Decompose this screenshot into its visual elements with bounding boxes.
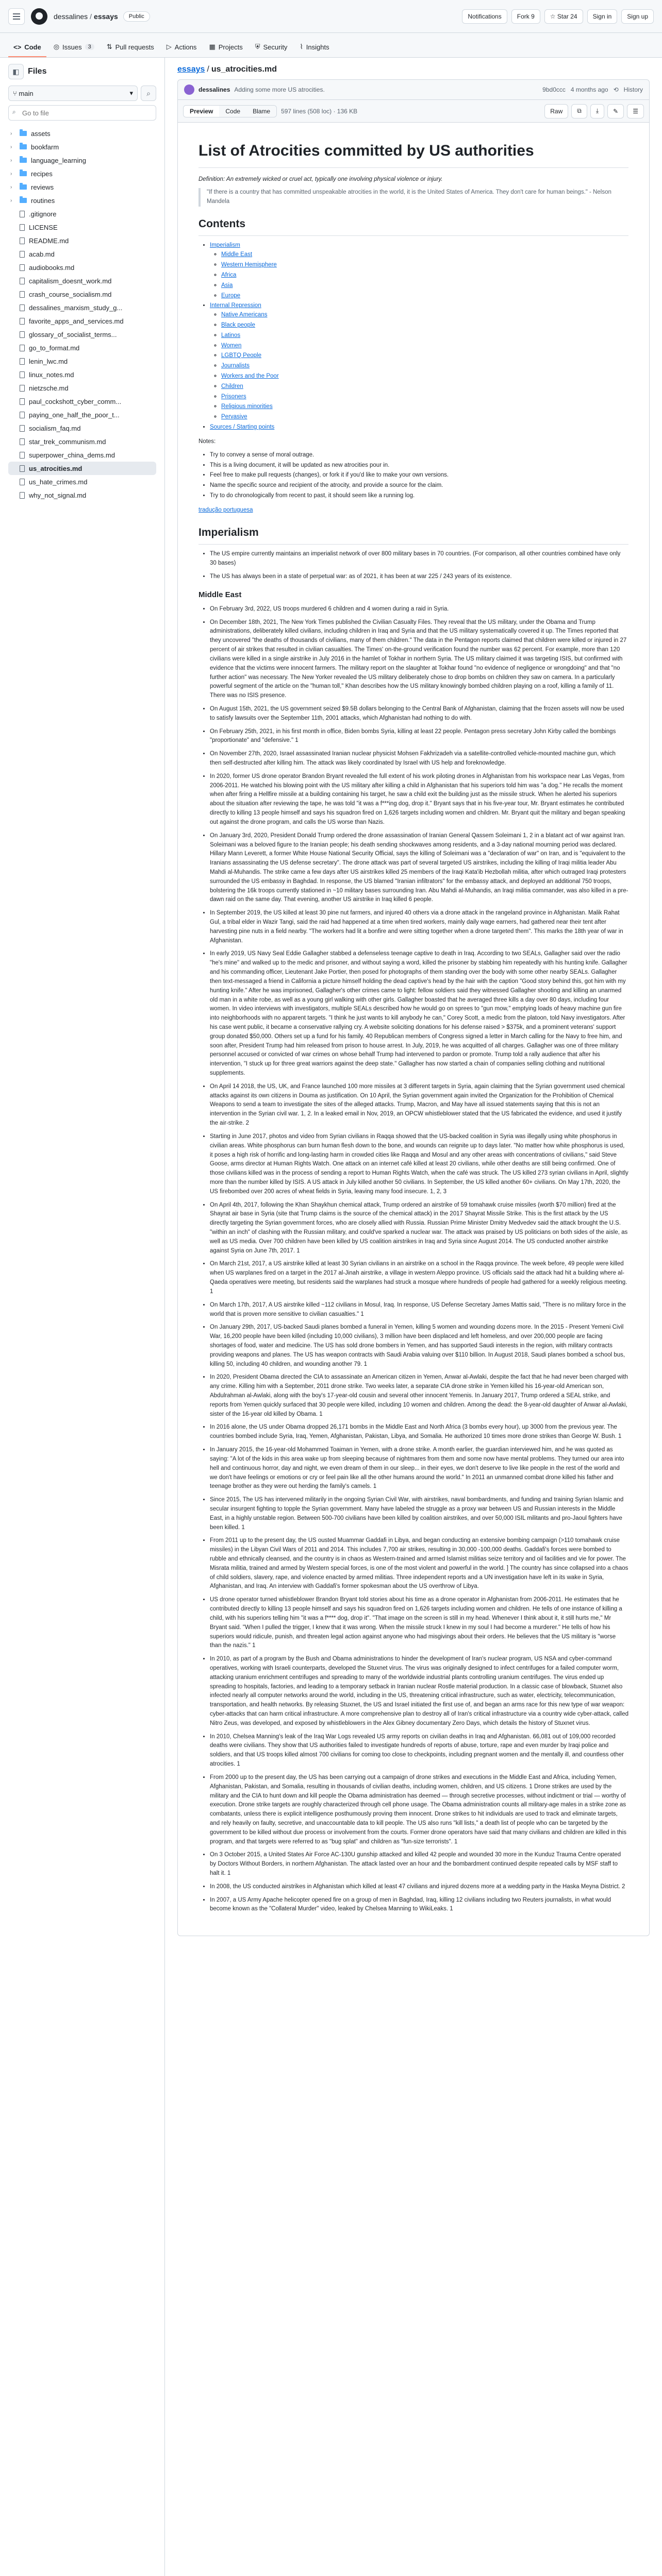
file-tree-item-label: go_to_format.md [29, 344, 80, 352]
toc-link[interactable]: Children [221, 383, 243, 389]
shield-icon: ⛨ [255, 43, 260, 50]
file-icon [20, 318, 25, 325]
file-icon [20, 251, 25, 258]
list-item: • Feel free to make pull requests (changes), or fork it if you'd like to make your own versions. [210, 471, 628, 480]
notifications-button[interactable]: Notifications [462, 9, 507, 24]
sidebar-title: Files [28, 67, 47, 76]
blame-button[interactable]: Blame [246, 106, 276, 117]
toc-subitem [221, 331, 628, 341]
code-icon: <> [13, 43, 22, 51]
file-tree-item-label: why_not_signal.md [29, 491, 87, 499]
file-tree-item[interactable] [8, 180, 156, 194]
commit-author[interactable]: dessalines [198, 86, 230, 93]
file-icon [20, 224, 25, 231]
main-content [165, 58, 662, 2576]
file-tree-item-label: favorite_apps_and_services.md [29, 317, 124, 325]
file-tree-item-label: glossary_of_socialist_terms... [29, 330, 117, 338]
file-tree-item[interactable] [8, 314, 156, 328]
contents-heading: Contents [198, 216, 628, 236]
chevron-right-icon: › [10, 157, 12, 163]
list-item: • On April 4th, 2017, following the Khan Shaykhun chemical attack, Trump ordered an airstrike of 59 tomahawk cruise missiles (worth $70 million) fired at the Shayrat air base in Syria (site that Trump claims is the source of the chemical attack) in the 2017 Shayrat Missile Strike. This is the first attack by the US directly targeting the Syrian government forces, who are closely allied with Russia. Russian Prime Minister Dmitry Medvedev said the attack brought the U.S. "within an inch" of clashing with the Russian military, and could've sparked a nuclear war. The attack was praised by US politicians on both sides of the aisle, as well as US media. Over 700 children have been killed by US coalition airstrikes in Iraq and Syria since August 2014. The US conducted another airstrike against Syria on June 7th, 2017. 1 [210, 1201, 628, 1256]
star-icon: ☆ [550, 12, 556, 20]
file-breadcrumb [177, 65, 650, 74]
history-link[interactable]: History [623, 86, 643, 93]
file-tree-item[interactable] [8, 368, 156, 381]
file-tree-item[interactable] [8, 207, 156, 221]
file-icon [20, 211, 25, 217]
toc-link[interactable]: Black people [221, 321, 255, 328]
file-tree-item-label: nietzsche.md [29, 384, 69, 392]
toc-subitem [221, 402, 628, 412]
table-of-contents [198, 241, 628, 432]
tab-count: 3 [85, 44, 94, 50]
file-search [8, 105, 156, 127]
tab-pull-requests[interactable] [102, 43, 159, 57]
toc-link[interactable]: Prisoners [221, 393, 246, 400]
folder-icon [20, 144, 27, 149]
toc-subitem [221, 413, 628, 422]
star-button[interactable] [544, 9, 583, 24]
file-tree-item-label: acab.md [29, 250, 55, 258]
file-tree-item-label: superpower_china_dems.md [29, 451, 115, 459]
file-icon [20, 291, 25, 298]
list-item: • Try to convey a sense of moral outrage. [210, 451, 628, 460]
file-icon [20, 492, 25, 499]
list-item: • On August 15th, 2021, the US government seized $9.5B dollars belonging to the Central Bank of Afghanistan, claiming that the frozen assets will now be used to satisfy lawsuits over the September 11th, 2001 attacks, which Afghanistan had nothing to do with. [210, 705, 628, 723]
repo-nav [0, 33, 662, 58]
file-tree-item[interactable] [8, 167, 156, 180]
toc-link[interactable]: Women [221, 342, 242, 349]
file-tree-item[interactable] [8, 475, 156, 488]
file-tree-item-label: LICENSE [29, 223, 58, 231]
file-tree-sidebar [0, 58, 165, 2576]
file-icon [20, 479, 25, 485]
edit-icon[interactable]: ✎ [607, 104, 624, 118]
fork-label: Fork [517, 12, 529, 20]
toc-item [210, 301, 628, 422]
file-tree-item-label: capitalism_doesnt_work.md [29, 277, 112, 285]
file-tree-item-label: lenin_lwc.md [29, 357, 68, 365]
tab-label: Code [24, 43, 41, 51]
outline-icon[interactable]: ☰ [627, 104, 644, 118]
toc-subitem [221, 292, 628, 301]
file-tree-item-label: crash_course_socialism.md [29, 290, 112, 298]
folder-icon [20, 184, 27, 190]
toc-subitem [221, 362, 628, 371]
chevron-right-icon: › [10, 130, 12, 137]
list-item: • On December 18th, 2021, The New York Times published the Civilian Casualty Files. They reveal that the US military, under the Obama and Trump administrations, deliberately killed civilians, including children in Iraq and Syria and that the US military systematically covered it up. The Times reported that they uncovered "the deaths of thousands of civilians, many of them children." The data in the Pentagon reports claimed that children were killed or injured in 27 percent of air strikes that resulted in civilian casualties. The Times' on-the-ground verification found the number was 62 percent. For example, more than 120 civilians were killed in a single airstrike in July 2016 in the hamlet of Tokhar in northern Syria. The US military claimed it was targeting ISIS, but confirmed with evidence that the victims were innocent farmers. The military report on the slaughter at Tokhar found "no evidence of negligence or wrongdoing" and that "no further action" was necessary. The New Yorker revealed the US military deliberately chose to drop bombs on children they saw on camera. In a particularly powerful segment of the article on the "human toll," Khan describes how the US military knowingly bombed children playing on a roof, killing a family of 11. There was no ISIS presence. [210, 618, 628, 701]
file-icon [20, 238, 25, 244]
file-icon [20, 398, 25, 405]
play-icon: ▷ [166, 43, 172, 50]
toc-link[interactable]: Latinos [221, 332, 241, 338]
commit-hash[interactable]: 9bd0ccc [542, 86, 566, 93]
file-tree-item-label: dessalines_marxism_study_g... [29, 303, 123, 312]
tab-projects[interactable] [204, 43, 247, 57]
file-tree-item[interactable] [8, 462, 156, 475]
file-tree-item[interactable] [8, 435, 156, 448]
file-info: 597 lines (508 loc) · 136 KB [281, 107, 358, 115]
repo-link[interactable] [94, 12, 118, 21]
owner-link[interactable]: dessalines [54, 12, 88, 21]
toc-link[interactable]: Imperialism [210, 242, 240, 249]
toc-subitem [221, 250, 628, 260]
imperialism-list [198, 550, 628, 581]
file-tree-item-label: reviews [31, 183, 54, 191]
file-tree-item[interactable] [8, 221, 156, 234]
list-item: • US drone operator turned whistleblower Brandon Bryant told stories about his time as a drone operator in Afghanistan from 2006-2011. He estimates that he contributed directly to killing 13 people himself and says his squadron fired on 1,626 targets including women and children. He tells of one instance of killing a child, with his superiors telling him "it was a f**** dog, drop it". "That image on the screen is still in my head. Whenever I think about it, it still hurts me," Mr Bryant said. "When I pulled the trigger, I knew that it was wrong. When the missile struck I knew in my soul I had become a murderer." He tells of how his superiors would ridicule, punish, and threaten legal action against anyone who had misgivings about their orders. He believes that the US military is "worse than the nazis." 1 [210, 1596, 628, 1651]
list-item: • This is a living document, it will be updated as new atrocities pour in. [210, 461, 628, 470]
file-icon [20, 278, 25, 284]
file-tree-item[interactable] [8, 127, 156, 140]
fork-count: 9 [531, 12, 535, 20]
tab-label: Pull requests [115, 43, 154, 51]
file-tree-item-label: star_trek_communism.md [29, 437, 106, 446]
list-item: • In January 2015, the 16-year-old Mohammed Toaiman in Yemen, with a drone strike. A month earlier, the guardian interviewed him, and he was quoted as saying: "A lot of the kids in this area wake up from sleeping because of nightmares from them and some now have mental problems. They turned our area into hell and continuous horror, day and night, we even dream of them in our sleep... in their eyes, we don't deserve to live like people in the rest of the world and we don't have feelings or emotions or cry or feel pain like all the other humans around the world." In 2011 an unmanned combat drone killed his father and teenage brother as they were out herding the family's camels. 1 [210, 1446, 628, 1492]
chevron-right-icon: › [10, 197, 12, 204]
branch-selector[interactable] [8, 86, 138, 101]
file-icon [20, 425, 25, 432]
file-tree-item[interactable] [8, 247, 156, 261]
file-tree-item-label: recipes [31, 170, 53, 178]
list-item: • On January 3rd, 2020, President Donald Trump ordered the drone assassination of Iranian General Qassem Soleimani 1, 2 in a blatant act of war against Iran. Soleimani was a beloved figure to the Iranian people; his death sending shockwaves among residents, and a 3-day national mourning period was declared. Hillary Mann Leverett, a former White House National Security Official, says the killing of Soleimani was a "declaration of war" on Iran, and is "equivalent to the Iranians assassinating the US defense secretary". The drone attack was part of several targeted US airstrikes, including the killing of Iraqi militia leader Abu Mahdi al-Muhandis. The strike came a few days after US airstrikes killed 25 members of the Iraqi Kata'ib Hezbollah militia, after which outraged Iraqi protesters surrounded the US embassy in Baghdad. In response, the US blamed "Iranian infiltrators" for the embassy attack, and deployed an additional 750 troops, bolstering the 16k troops currently stationed in ~10 military bases surrounding Iran. Abu Mahdi al-Muhandis, an Iraqi militia commander, was also killed in a pre-dawn raid on the same day. That evening, another US airstrike in Iraq killed 6 people. [210, 832, 628, 905]
file-tree-item-label: audiobooks.md [29, 263, 75, 272]
toc-link[interactable]: Religious minorities [221, 403, 273, 410]
file-icon [20, 331, 25, 338]
middle-east-list [198, 605, 628, 1914]
tab-actions[interactable] [161, 43, 202, 57]
breadcrumb-separator: / [90, 12, 92, 21]
toc-link[interactable]: Africa [221, 272, 237, 278]
toc-subitem [221, 351, 628, 361]
avatar[interactable] [184, 84, 194, 95]
file-tree-item-label: paying_one_half_the_poor_t... [29, 411, 120, 419]
list-item: • On April 14 2018, the US, UK, and France launched 100 more missiles at 3 different targets in Syria, again claiming that the Syrian government used chemical attacks against its own citizens in Douma as justification. On 10 April, the Syrian government again invited the Organization for the Prohibition of Chemical Weapons to send a team to investigate the sites of the alleged attacks. Trump, Macron, and May have all issued statements saying that this is not an intervention in the Syrian civil war. 1, 2. In a leaked email in Nov, 2019, an OPCW whistleblower stated that the US fabricated the evidence, and used it justify the air-strike. 2 [210, 1082, 628, 1128]
latest-commit-bar [177, 79, 650, 100]
chevron-right-icon: › [10, 171, 12, 177]
pull-request-icon: ⇅ [106, 43, 112, 50]
github-logo-icon[interactable] [31, 8, 47, 25]
list-item: • The US empire currently maintains an imperialist network of over 800 military bases in 70 countries. (For comparison, all other countries combined have only 30 bases) [210, 550, 628, 568]
toc-link[interactable]: Europe [221, 292, 241, 299]
tab-security[interactable] [250, 43, 293, 57]
tab-label: Issues [62, 43, 82, 51]
file-icon [20, 385, 25, 392]
toc-link[interactable]: Middle East [221, 251, 253, 258]
mandela-quote: "If there is a country that has committed unspeakable atrocities in the world, it is the United States of America. They don't care for human beings." - Nelson Mandela [198, 188, 628, 207]
notes-label: Notes: [198, 438, 216, 445]
list-item: • On 3 October 2015, a United States Air Force AC-130U gunship attacked and killed 42 people and wounded 30 more in the Kunduz Trauma Centre operated by Doctors Without Borders, in northern Afghanistan. The attack lasted over an hour and the bombardment continued despite repeated calls by MSF staff to halt it. 1 [210, 1851, 628, 1878]
file-tree-item-label: linux_notes.md [29, 370, 74, 379]
chevron-right-icon: › [10, 144, 12, 150]
branch-icon: ⑂ [13, 89, 19, 97]
breadcrumb-separator: / [207, 65, 209, 74]
file-tree-item[interactable] [8, 301, 156, 314]
toc-subitem [221, 342, 628, 351]
code-button[interactable]: Code [219, 106, 246, 117]
toc-sublist [210, 250, 628, 300]
file-tree-item-label: README.md [29, 236, 69, 245]
translation-link[interactable]: tradução portuguesa [198, 506, 253, 513]
header-actions [462, 9, 654, 24]
file-toolbar [178, 100, 649, 123]
commit-meta [542, 86, 643, 93]
commit-message[interactable]: Adding some more US atrocities. [234, 86, 325, 93]
toc-subitem [221, 271, 628, 280]
chevron-right-icon: › [10, 184, 12, 190]
star-count: 24 [570, 12, 577, 20]
list-item: • In 2008, the US conducted airstrikes in Afghanistan which killed at least 47 civilians and injured dozens more at a wedding party in the Haska Meyna District. 2 [210, 1883, 628, 1892]
list-item: • In 2007, a US Army Apache helicopter opened fire on a group of men in Baghdad, Iraq, killing 12 civilians including two Reuters journalists, in what would become known as the "Collateral Murder" video, leaked by Chelsea Manning to WikiLeaks. 1 [210, 1896, 628, 1914]
toc-subitem [221, 372, 628, 381]
menu-icon[interactable] [8, 8, 25, 25]
toc-subitem [221, 281, 628, 291]
file-icon [20, 465, 25, 472]
toc-subitem [221, 261, 628, 270]
file-tree [8, 127, 156, 502]
toc-link[interactable]: Pervasive [221, 414, 247, 420]
file-tree-item-label: bookfarm [31, 143, 59, 151]
branch-row [8, 86, 156, 101]
repo-name: essays [94, 12, 118, 21]
sidebar-header [8, 64, 156, 79]
list-item: • On February 25th, 2021, in his first month in office, Biden bombs Syria, killing at least 22 people. Pentagon press secretary John Kirby called the bombings "proportionate" and "defensive." 1 [210, 727, 628, 746]
toc-link[interactable]: Internal Repression [210, 302, 261, 309]
tab-issues[interactable] [48, 43, 100, 57]
list-item: • In 2020, President Obama directed the CIA to assassinate an American citizen in Yemen, Anwar al-Awlaki, despite the fact that he had never been charged with any crime. Killing him with a September, 2011 drone strike. Two weeks later, a separate CIA drone strike in Yemen killed his 16-year-old American son, Abdulrahman al-Awlaki, along with the boy's 17-year-old cousin and several other innocent Yemenis. In January 2017, Trump ordered a SEAL strike, and reports from Yemen quickly surfaced that 30 people were killed, including 10 women and children. Among the dead: the 8-year-old daughter of Anwar al-Awlaki, sister of the 16-year old killed by Obama. 1 [210, 1373, 628, 1419]
toc-sublist [210, 311, 628, 422]
visibility-badge: Public [123, 11, 150, 22]
toc-link[interactable]: Western Hemisphere [221, 262, 277, 268]
markdown-body [178, 123, 649, 1936]
file-breadcrumb-file: us_atrocities.md [211, 65, 277, 74]
list-item: • In 2020, former US drone operator Brandon Bryant revealed the full extent of his work piloting drones in Afghanistan from his workspace near Las Vegas, from 2006-2011. He watched his blowing point with the US military after killing a child in Afghanistan that his superiors told him was "a dog." He recalls the moment when after firing a Hellfire missile at a building containing his target, he saw a child exit the building just as the missile struck. When he alerted his superiors about the situation after reviewing the tape, he was told "it was a f***ing dog, drop it." Bryant says that in his five-year tour, Mr. Bryant estimates he contributed directly to killing 13 people himself and says his squadron fired on 1,626 targets including women and children. Mr. Bryant quit the military and began speaking out against the drone program, and calls the US worse than Nazis. [210, 772, 628, 827]
tab-label: Projects [218, 43, 243, 51]
go-to-file-input[interactable] [8, 105, 156, 121]
list-item: • In September 2019, the US killed at least 30 pine nut farmers, and injured 40 others via a drone attack in the rangeland province in Afghanistan. Malik Rahat Gul, a tribal elder in Wazir Tangi, said the raid had happened at a time when tired workers, mainly daily wage earners, had gathered near their tent after harvesting pine nuts in a field nearby. "The workers had lit a bonfire and were sitting together when a drone targeted them". This marks the 18th year of war in Afghanistan. [210, 909, 628, 945]
repo-breadcrumb [54, 11, 150, 22]
signup-button[interactable]: Sign up [621, 9, 654, 24]
global-header [0, 0, 662, 33]
list-item: • On January 29th, 2017, US-backed Saudi planes bombed a funeral in Yemen, killing 5 women and wounding dozens more. In the 2015 - Present Yemeni Civil War, 16,200 people have been killed (including 10,000 civilians), 3 million have been displaced and left homeless, and over 200,000 people are facing shortages of food, water and medicine. The US has sold drone bombers in Yemen, and has supported Saudi interests in the region, with military contracts providing weapons and planes. The US has weapon contracts with Saudi Arabia valuing over $110 billion. In August 2018, Saudi planes bombed a school bus, killing 50, including 40 children, and wounding another 79. 1 [210, 1323, 628, 1369]
definition-text: Definition: An extremely wicked or cruel act, typically one involving physical violence or injury. [198, 176, 443, 182]
file-icon [20, 371, 25, 378]
chevron-down-icon: ▾ [129, 89, 133, 97]
file-tree-item-label: socialism_faq.md [29, 424, 81, 432]
folder-icon [20, 131, 27, 136]
list-item: • On March 17th, 2017, A US airstrike killed ~112 civilians in Mosul, Iraq. In response, US Defense Secretary James Mattis said, "There is no military force in the world that is proven more sensitive to civilian casualties." 1 [210, 1301, 628, 1319]
file-tree-item[interactable] [8, 328, 156, 341]
toc-item [210, 423, 628, 432]
folder-icon [20, 171, 27, 176]
list-item: • From 2011 up to the present day, the US ousted Muammar Gaddafi in Libya, and began conducting an extensive bombing campaign (>110 tomahawk cruise missiles) in the Libyan Civil Wars of 2011 and 2014. This includes 7,700 air strikes, resulting in 30,000 -100,000 deaths. Gaddafi's forces were bombed to rubble and ethnically cleansed, and the country is in chaos as Western-trained and armed Islamist militias seize territory and oil facilities and vie for power. The Misrata militia, trained and armed by Western special forces, is one of the most violent and powerful in the world. ] The country has since collapsed into a chaos of child soldiers, slavery, rape, and violence enacted by armed militias. Three independent reports and a UN investigation have left in its wake in Syria, Afghanistan, and Iraq. An interview with Gaddafi's former spokesman about the US overthrow of Libya. [210, 1536, 628, 1591]
list-item: • Since 2015, The US has intervened militarily in the ongoing Syrian Civil War, with airstrikes, naval bombardments, and funding and training Syrian Islamic and secular insurgent fighting to topple the Syrian government. Many have labeled the struggle as a proxy war between US and Russian interests in the Middle East, in a highly unstable region. Between 500-700 civilians have been killed by coalition airstrikes, and over 50,000 ISIL militants and pro-Jaoul fighters have been killed. 1 [210, 1496, 628, 1532]
list-item: • In 2010, as part of a program by the Bush and Obama administrations to hinder the development of Iran's nuclear program, US NSA and cyber-command operatives, working with Israeli counterparts, developed the Stuxnet virus. The virus was originally designed to infect centrifuges for a failed computer worm, attacking uranium enrichment centrifuges and spreading to many of the worldwide industrial plants controlling uranium centrifuges. The virus ended up spreading to hospitals, factories, and leading to a temporary setback in Iranian nuclear Rostle material production. In a classic case of blowback, Stuxnet also infected nearly all computer networks around the world, including in the US, threatening critical infrastructure, such as water, electricity, telecommunication, transportation, and health networks. By releasing Stuxnet, the US and Israel initiated the first use of, and began an arms race for this new type of war weapon: cyber-attacks that can harm critical infrastructure. A more comprehensive plan to destroy all of Iran's critical infrastructure via a country wide cyber-attack, called Nitro Zeus, was developed, and exposed by whistleblowers in the Alex Gibney documentary Zero Days, which details the history of Stuxnet virus. [210, 1655, 628, 1728]
issue-icon: ◎ [53, 43, 60, 50]
file-tree-item-label: assets [31, 129, 51, 138]
file-tree-item[interactable] [8, 274, 156, 287]
file-icon [20, 438, 25, 445]
file-tree-item[interactable] [8, 408, 156, 421]
copy-icon[interactable]: ⧉ [571, 104, 587, 118]
search-icon[interactable]: ⌕ [141, 86, 156, 101]
file-icon [20, 452, 25, 459]
toc-link[interactable]: Asia [221, 282, 233, 289]
list-item: • On November 27th, 2020, Israel assassinated Iranian nuclear physicist Mohsen Fakhrizadeh via a satellite-controlled vehicle-mounted machine gun, which then self-destructed after killing him. The attack was likely coordinated by Israel with US help and foreknowledge. [210, 750, 628, 768]
file-icon [20, 304, 25, 311]
toc-link[interactable]: Journalists [221, 363, 250, 369]
tab-label: Actions [174, 43, 197, 51]
file-tree-item[interactable] [8, 421, 156, 435]
file-tree-item-label: paul_cockshott_cyber_comm... [29, 397, 122, 405]
toc-link[interactable]: Workers and the Poor [221, 373, 279, 380]
file-tree-item[interactable] [8, 261, 156, 274]
file-tree-item[interactable] [8, 194, 156, 207]
tab-insights[interactable] [294, 43, 334, 57]
middle-east-heading: Middle East [198, 590, 242, 599]
graph-icon: ⌇ [300, 43, 303, 50]
toc-subitem [221, 393, 628, 402]
toc-item [210, 241, 628, 300]
file-tree-item[interactable] [8, 341, 156, 354]
download-icon[interactable]: ⤓ [590, 104, 604, 118]
file-tree-item-label: us_hate_crimes.md [29, 478, 88, 486]
file-tree-item[interactable] [8, 287, 156, 301]
toc-link[interactable]: LGBTQ People [221, 352, 261, 359]
file-tree-item[interactable] [8, 234, 156, 247]
file-tree-item-label: us_atrocities.md [29, 464, 82, 472]
history-icon: ⟲ [613, 86, 619, 93]
list-item: • In early 2019, US Navy Seal Eddie Gallagher stabbed a defenseless teenage captive to death in Iraq. According to two SEALs, Gallagher said over the radio "he's mine" and walked up to the medic and prisoner, and without saying a word, killed the prisoner by stabbing him repeatedly with his hunting knife. Gallagher and his commanding officer, Lieutenant Jake Portier, then posed for photographs of them standing over the body with some other nearby SEALs. Gallagher then text-messaged a friend in California a picture himself holding the dead captive's head by the hair with the caption "Good story behind this, got him with my hunting knife." After he was imprisoned, Gallagher's other crimes came to light: fellow soldiers said they witnessed Gallagher shooting and killing an unarmed old man in a white robe, as well as a young girl walking with other girls. Gallagher boasted that he averaged three kills a day over 80 days, including four women. In video interviews with investigators, multiple SEALs described how he would go on sprees to "gun mow," emptying loads of heavy machine gun fire into neighborhoods with no apparent targets. "I think he just wants to kill anybody he can," Corey Scott, a medic from the platoon, told Navy investigators. After his case went public, it became a conservative rallying cry. A website soliciting donations for his defense raised > $375k, and a prominent veterans' support group donated $50,000. Others set up a fund for his family. 40 Republican members of Congress signed a letter in March calling for the Navy to free him, and soon after, President Trump had him released from prison to house arrest. In July, 2019, he was acquitted of all charges. Gallagher was one of three military personnel accused or convicted of war crimes on whose behalf Trump had intervened to pardon or promote. Trump told a rally audience that after his intervention, "I stuck up for three great warriors against the deep state." Gallagher has now started a chain of companies selling clothing and nutritional supplements. [210, 950, 628, 1078]
view-switcher [183, 105, 277, 117]
sidebar-collapse-icon[interactable]: ◧ [8, 64, 24, 79]
list-item: • In 2010, Chelsea Manning's leak of the Iraq War Logs revealed US army reports on civilian deaths in Iraq and Afghanistan. 66,081 out of 109,000 recorded deaths were civilians. They show that US authorities failed to investigate hundreds of reports of abuse, torture, rape and even murder by Iraqi police and soldiers, and that US troops killed almost 700 civilians for coming too close to checkpoints, including pregnant women and the mentally ill, and countless other atrocities. 1 [210, 1733, 628, 1769]
file-tree-item[interactable] [8, 381, 156, 395]
file-breadcrumb-repo[interactable]: essays [177, 65, 205, 74]
raw-button[interactable]: Raw [544, 104, 568, 118]
file-tree-item[interactable] [8, 354, 156, 368]
file-tree-item[interactable] [8, 140, 156, 154]
list-item: • On March 21st, 2017, a US airstrike killed at least 30 Syrian civilians in an airstrike on a school in the Raqqa province. The week before, 49 people were killed when US warplanes fired on a target in the 2017 al-Jinah airstrike, a village in western Aleppo province. US officials said the attack had hit a building where al-Qaeda operatives were meeting, but residents said the warplanes had struck a mosque where hundreds of people had gathered for a weekly religious meeting. 1 [210, 1260, 628, 1296]
file-tree-item[interactable] [8, 448, 156, 462]
file-tree-item[interactable] [8, 488, 156, 502]
toc-link[interactable]: Native Americans [221, 312, 268, 318]
tab-label: Insights [306, 43, 329, 51]
toc-subitem [221, 311, 628, 320]
file-tree-item[interactable] [8, 154, 156, 167]
page-title: List of Atrocities committed by US authorities [198, 139, 628, 168]
list-item: • Starting in June 2017, photos and video from Syrian civilians in Raqqa showed that the US-backed coalition in Syria was illegally using white phosphorus in civilian areas. White phosphorus can burn human flesh down to the bone, and wounds can reignite up to days later. "No matter how white phosphorus is used, it poses a high risk of horrific and long-lasting harm in crowded cities like Raqqa and Mosul and any other areas with concentrations of civilians," said Steve Goose, arms director at Human Rights Watch. One attack on an internet café killed at least 20 civilians, while other deaths are still being confirmed. One of those civilians killed was in the process of sending a report to Human Rights Watch, when the café was struck. The US killed 273 syrian civilians in April, slightly more than the number killed by ISIS. A US attack in July killed another 50 civilians. In September, the US killed another 60+ civilians. On May 17th, 2020, the US firebombed over 200 acres of wheat fields in Syria, leaving many food insecure. 1, 2, 3 [210, 1132, 628, 1197]
file-tree-item-label: language_learning [31, 156, 86, 164]
toc-subitem [221, 321, 628, 330]
list-item: • Try to do chronologically from recent to past, it should seem like a running log. [210, 492, 628, 501]
file-viewer [177, 100, 650, 1936]
file-actions [544, 104, 644, 118]
imperialism-heading: Imperialism [198, 524, 628, 545]
toc-link[interactable]: Sources / Starting points [210, 424, 275, 431]
file-icon [20, 412, 25, 418]
file-tree-item-label: .gitignore [29, 210, 57, 218]
file-tree-item[interactable] [8, 395, 156, 408]
list-item: • The US has always been in a state of perpetual war: as of 2021, it has been at war 225 / 243 years of its existence. [210, 572, 628, 582]
list-item: • On February 3rd, 2022, US troops murdered 6 children and 4 women during a raid in Syria. [210, 605, 628, 614]
file-icon [20, 345, 25, 351]
folder-icon [20, 198, 27, 203]
tab-code[interactable] [8, 43, 46, 57]
list-item: • In 2016 alone, the US under Obama dropped 26,171 bombs in the Middle East and North Africa (3 bombs every hour), up 3000 from the previous year. The countries bombed include Syria, Iraq, Yemen, Afghanistan, Pakistan, Libya, and Somalia. He authorized 10 times more drone strikes than George W. Bush. 1 [210, 1423, 628, 1442]
file-tree-item-label: routines [31, 196, 55, 205]
search-icon: ⌕ [12, 108, 16, 115]
notes-list [198, 451, 628, 501]
file-icon [20, 358, 25, 365]
preview-button[interactable]: Preview [184, 106, 219, 117]
table-icon: ▦ [209, 43, 216, 50]
fork-button[interactable] [511, 9, 540, 24]
branch-name: main [19, 89, 34, 97]
toc-subitem [221, 382, 628, 392]
signin-button[interactable]: Sign in [587, 9, 618, 24]
folder-icon [20, 158, 27, 163]
file-icon [20, 264, 25, 271]
commit-time: 4 months ago [570, 86, 608, 93]
list-item: • Name the specific source and recipient of the atrocity, and provide a source for the claim. [210, 481, 628, 490]
tab-label: Security [263, 43, 288, 51]
list-item: • From 2000 up to the present day, the US has been carrying out a campaign of drone strikes and executions in the Middle East and Africa, including Yemen, Afghanistan, Pakistan, and Somalia, resulting in thousands of civilian deaths, including women, children, and US citizens. 1 Drone strikes are used by the military and the CIA to hunt down and kill people the Obama administration has deemed — through secretive processes, without indictment or trial — worthy of execution. Drone strike targets are roughly characterized through cell phone usage. The Obama administration counts all military-age males in a strike zone as combatants, unless there is explicit intelligence posthumously proving them innocent. Drone strikes to hit individuals are used to track and eliminate targets, and rely heavily on faulty, secretive, and unaccountable data to kill people. The US also runs "kill lists," a death list of people who can be targeted by the government to be killed without due process or involvement from the courts. Former drone operators have said that many civilians and children are killed in this program, and that targets were referred to as "bug splat" and children as "fun-size terrorists". 1 [210, 1773, 628, 1847]
star-label: Star [557, 12, 569, 20]
